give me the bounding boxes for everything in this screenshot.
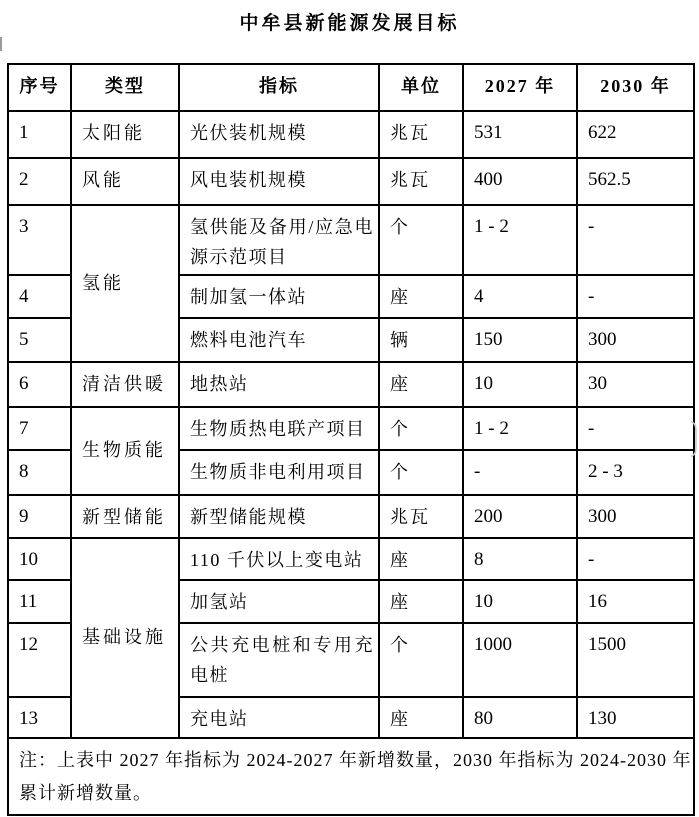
- cell-unit: 个: [379, 623, 463, 697]
- cell-no: 11: [8, 580, 71, 623]
- cell-2027: 4: [463, 275, 577, 318]
- cell-2027: 200: [463, 495, 577, 538]
- cell-2030: 622: [577, 111, 694, 158]
- cell-unit: 座: [379, 580, 463, 623]
- table-body: [8, 111, 694, 738]
- cell-no: 3: [8, 205, 71, 275]
- cell-no: 10: [8, 538, 71, 580]
- header-no: 序号: [8, 64, 71, 111]
- cell-2030: 30: [577, 362, 694, 407]
- cell-2030: -: [577, 205, 694, 275]
- cell-unit: 辆: [379, 318, 463, 362]
- table-row: [8, 205, 694, 275]
- cell-2027: 150: [463, 318, 577, 362]
- table-row: [8, 538, 694, 580]
- cell-indicator: 新型储能规模: [179, 495, 379, 538]
- page-edge-artifact: [0, 37, 2, 51]
- cell-no: 8: [8, 450, 71, 495]
- cell-2030: 16: [577, 580, 694, 623]
- cell-no: 1: [8, 111, 71, 158]
- cell-2030: 2 - 3: [577, 450, 694, 495]
- cell-indicator: 生物质非电利用项目: [179, 450, 379, 495]
- scrollbar-bracket-artifact: [689, 420, 699, 458]
- header-unit: 单位: [379, 64, 463, 111]
- cell-unit: 座: [379, 538, 463, 580]
- header-row: [8, 64, 694, 111]
- cell-indicator: 光伏装机规模: [179, 111, 379, 158]
- cell-unit: 个: [379, 205, 463, 275]
- table-row: [8, 407, 694, 450]
- cell-no: 6: [8, 362, 71, 407]
- cell-indicator: 制加氢一体站: [179, 275, 379, 318]
- cell-type: 生物质能: [71, 407, 179, 495]
- header-type: 类型: [71, 64, 179, 111]
- cell-2027: 10: [463, 580, 577, 623]
- cell-type: 太阳能: [71, 111, 179, 158]
- cell-indicator: 生物质热电联产项目: [179, 407, 379, 450]
- cell-2030: 562.5: [577, 158, 694, 205]
- cell-no: 9: [8, 495, 71, 538]
- cell-indicator: 地热站: [179, 362, 379, 407]
- cell-2027: 80: [463, 697, 577, 738]
- cell-unit: 兆瓦: [379, 495, 463, 538]
- cell-indicator: 氢供能及备用/应急电源示范项目: [179, 205, 379, 275]
- cell-2027: 8: [463, 538, 577, 580]
- cell-2030: 130: [577, 697, 694, 738]
- cell-type: 氢能: [71, 205, 179, 362]
- cell-no: 13: [8, 697, 71, 738]
- note-row: [8, 738, 694, 815]
- cell-indicator: 充电站: [179, 697, 379, 738]
- document-title: 中牟县新能源发展目标: [239, 13, 460, 34]
- cell-type: 基础设施: [71, 538, 179, 738]
- table-note: [8, 738, 694, 815]
- cell-2027: 400: [463, 158, 577, 205]
- cell-2027: 1 - 2: [463, 205, 577, 275]
- cell-no: 12: [8, 623, 71, 697]
- cell-2030: -: [577, 407, 694, 450]
- cell-indicator: 风电装机规模: [179, 158, 379, 205]
- table-row: [8, 362, 694, 407]
- cell-unit: 兆瓦: [379, 111, 463, 158]
- table-row: [8, 495, 694, 538]
- cell-unit: 个: [379, 407, 463, 450]
- goals-table: [7, 63, 695, 816]
- cell-2027: 1 - 2: [463, 407, 577, 450]
- cell-type: 风能: [71, 158, 179, 205]
- cell-type: 新型储能: [71, 495, 179, 538]
- cell-2027: 1000: [463, 623, 577, 697]
- cell-2030: 300: [577, 495, 694, 538]
- table-row: [8, 111, 694, 158]
- note-line-2: 累计新增数量。: [19, 783, 152, 803]
- table-header: [8, 64, 694, 111]
- cell-2030: 300: [577, 318, 694, 362]
- cell-2027: -: [463, 450, 577, 495]
- cell-unit: 座: [379, 362, 463, 407]
- cell-unit: 座: [379, 275, 463, 318]
- cell-2030: -: [577, 275, 694, 318]
- cell-2030: -: [577, 538, 694, 580]
- header-2030: 2030 年: [577, 64, 694, 111]
- note-line-1: 注：上表中 2027 年指标为 2024-2027 年新增数量，2030 年指标为 2024-2030 年: [19, 750, 692, 770]
- bracket-curve-icon: [689, 420, 699, 458]
- cell-unit: 座: [379, 697, 463, 738]
- cell-indicator: 加氢站: [179, 580, 379, 623]
- cell-type: 清洁供暖: [71, 362, 179, 407]
- cell-indicator: 燃料电池汽车: [179, 318, 379, 362]
- cell-no: 7: [8, 407, 71, 450]
- cell-2030: 1500: [577, 623, 694, 697]
- header-indicator: 指标: [179, 64, 379, 111]
- header-2027: 2027 年: [463, 64, 577, 111]
- cell-2027: 10: [463, 362, 577, 407]
- table-row: [8, 158, 694, 205]
- cell-indicator: 110 千伏以上变电站: [179, 538, 379, 580]
- cell-no: 5: [8, 318, 71, 362]
- cell-indicator: 公共充电桩和专用充电桩: [179, 623, 379, 697]
- cell-no: 4: [8, 275, 71, 318]
- cell-no: 2: [8, 158, 71, 205]
- table-footer: [8, 738, 694, 815]
- cell-2027: 531: [463, 111, 577, 158]
- cell-unit: 兆瓦: [379, 158, 463, 205]
- cell-unit: 个: [379, 450, 463, 495]
